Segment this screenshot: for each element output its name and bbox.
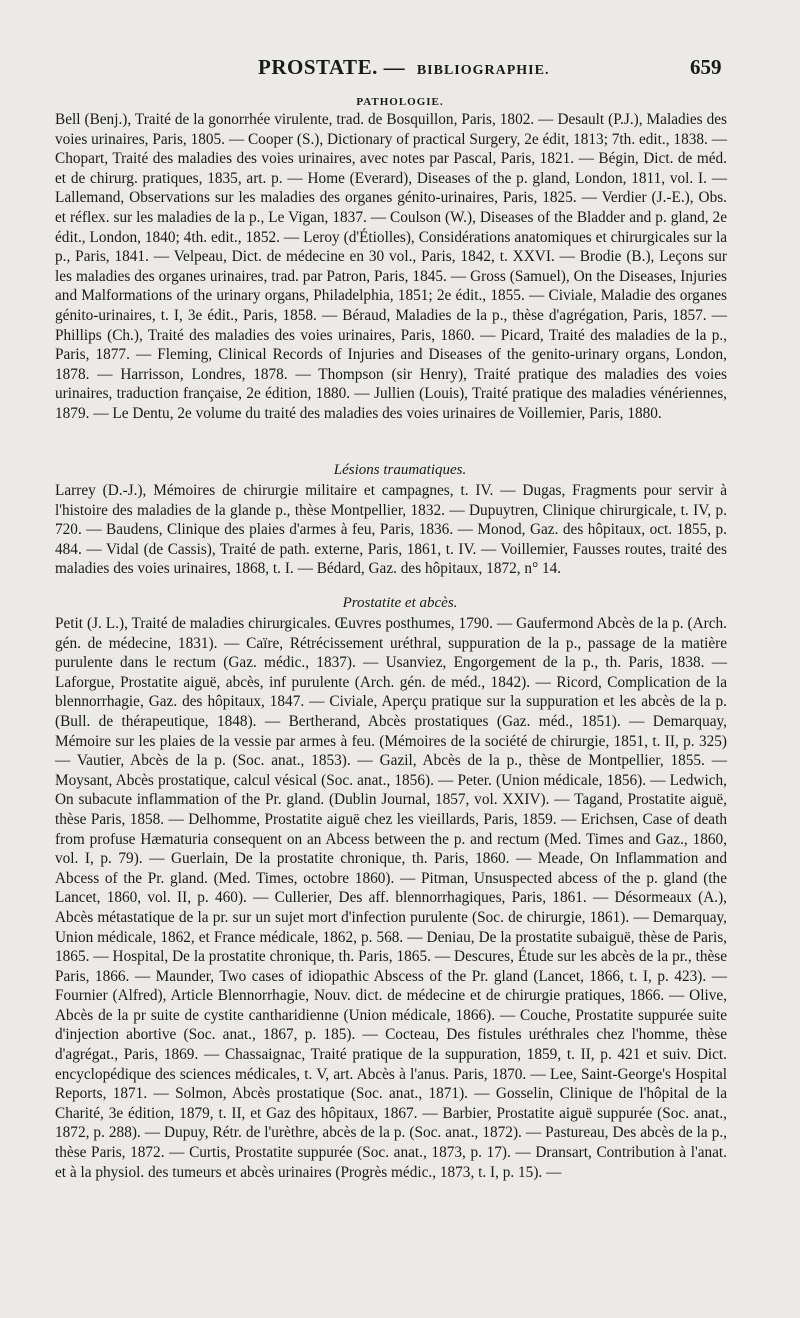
paragraph-prostatitis: Petit (J. L.), Traité de maladies chirurgicales. Œuvres posthumes, 1790. — Gaufermond Abcès de la p. (Arch. gén. de médecine, 1831). — Caïre, Rétrécissement uréthral, suppuration de la p., passage de la matière purulente dans le rectum (Gaz. médic., 1837). — Usanviez, Engorgement de la p., th. Paris, 1838. — Laforgue, Prostatite aiguë, abcès, inf purulente (Arch. gén. de méd., 1842). — Ricord, Complication de la blennorrhagie, Gaz. des hôpitaux, 1847. — Civiale, Aperçu pratique sur la suppuration et les abcès de la p. (Bull. de thérapeutique, 1848). — Bertherand, Abcès prostatiques (Gaz. méd., 1851). — Demarquay, Mémoire sur les plaies de la vessie par armes à feu. (Mémoires de la société de chirurgie, 1851, t. II, p. 325) — Vautier, Abcès de la p. (Soc. anat., 1853). — Gazil, Abcès de la p., thèse de Montpellier, 1855. — Moysant, Abcès prostatique, calcul vésical (Soc. anat., 1856). — Peter. (Union médicale, 1856). — Ledwich, On subacute inflammation of the Pr. gland. (Dublin Journal, 1857, vol. XXIV). — Tagand, Prostatite aiguë, thèse Paris, 1858. — Delhomme, Prostatite aiguë chez les vieillards, Paris, 1859. — Erichsen, Case of death from profuse Hæmaturia consequent on an Abcess between the p. and rectum (Med. Times and Gaz., 1860, vol. I, p. 79). — Guerlain, De la prostatite chronique, th. Paris, 1860. — Meade, On Inflammation and Abcess of the Pr. gland. (Med. Times, octobre 1860). — Pitman, Unsuspected abcess of the p. gland (the Lancet, 1860, vol. II, p. 460). — Cullerier, Des aff. blennorrhagiques, Paris, 1861. — Désormeaux (A.), Abcès métastatique de la pr. sur un sujet mort d'infection purulente (Soc. de chirurgie, 1861). — Demarquay, Union médicale, 1862, et France médicale, 1862, p. 568. — Deniau, De la prostatite subaiguë, thèse de Paris, 1865. — Hospital, De la prostatite chronique, th. Paris, 1865. — Descures, Étude sur les abcès de la pr., thèse Paris, 1866. — Maunder, Two cases of idiopathic Abscess of the Pr. gland (Lancet, 1866, t. I, p. 423). — Fournier (Alfred), Article Blennorrhagie, Nouv. dict. de médecine et de chirurgie pratiques, 1866. — Olive, Abcès de la pr suite de cystite cantharidienne (Union médicale, 1866). — Couche, Prostatite suppurée suite d'injection abortive (Soc. anat., 1867, p. 185). — Cocteau, Des fistules uréthrales chez l'homme, thèse d'agrégat., Paris, 1869. — Chassaignac, Traité pratique de la suppuration, 1859, t. II, p. 421 et suiv. Dict. encyclopédique des sciences médicales, t. V, art. Abcès à l'anus. Paris, 1870. — Lee, Saint-George's Hospital Reports, 1871. — Solmon, Abcès prostatique (Soc. anat., 1871). — Gosselin, Clinique de l'hôpital de la Charité, 3e édition, 1879, t. II, et Gaz des hôpitaux, 1867. — Barbier, Prostatite aiguë suppurée (Soc. anat., 1872, p. 288). — Dupuy, Rétr. de l'urèthre, abcès de la p. (Soc. anat., 1872). — Pastureau, Des abcès de la p., thèse Paris, 1872. — Curtis, Prostatite suppurée (Soc. anat., 1873, p. 17). — Dransart, Contribution à l'anat. et à la physiol. des tumeurs et abcès urinaires (Progrès médic., 1873, t. I, p. 15). — (55, 615, 727, 1181)
page-header (0, 55, 800, 89)
paragraph-traumatic: Larrey (D.-J.), Mémoires de chirurgie militaire et campagnes, t. IV. — Dugas, Fragments pour servir à l'histoire des maladies de la glande p., thèse Montpellier, 1832. — Dupuytren, Clinique chirurgicale, t. IV, p. 720. — Baudens, Clinique des plaies d'armes à feu, Paris, 1836. — Monod, Gaz. des hôpitaux, oct. 1855, p. 484. — Vidal (de Cassis), Traité de path. externe, Paris, 1861, t. IV. — Voillemier, Fausses routes, traité des maladies des voies urinaires, 1868, t. I. — Bédard, Gaz. des hôpitaux, 1872, n° 14. (55, 482, 727, 578)
paragraph-pathology: Bell (Benj.), Traité de la gonorrhée virulente, trad. de Bosquillon, Paris, 1802. — Desault (P.J.), Maladies des voies urinaires, Paris, 1805. — Cooper (S.), Dictionary of practical Surgery, 2e édit, 1813; 7th. edit., 1838. — Chopart, Traité des maladies des voies urinaires, avec notes par Pascal, Paris, 1821. — Bégin, Dict. de méd. et de chirurg. pratiques, 1835, art. p. — Home (Everard), Diseases of the p. gland, London, 1811, vol. I. — Lallemand, Observations sur les maladies des organes génito-urinaires, Paris, 1825. — Verdier (J.-E.), Obs. et réflex. sur les maladies de la p., Le Vigan, 1837. — Coulson (W.), Diseases of the Bladder and p. gland, 2e édit., London, 1840; 4th. edit., 1852. — Leroy (d'Étiolles), Considérations anatomiques et chirurgicales sur la p., Paris, 1841. — Velpeau, Dict. de médecine en 30 vol., Paris, 1842, t. XXVI. — Brodie (B.), Leçons sur les maladies des organes urinaires, trad. par Patron, Paris, 1845. — Gross (Samuel), On the Diseases, Injuries and Malformations of the urinary organs, Philadelphia, 1851; 2e édit., 1855. — Civiale, Maladie des organes génito-urinaires, t. I, 3e édit., Paris, 1858. — Béraud, Maladies de la p., thèse d'agrégation, Paris, 1857. — Phillips (Ch.), Traité des maladies des voies urinaires, Paris, 1860. — Picard, Traité des maladies de la p., Paris, 1877. — Fleming, Clinical Records of Injuries and Diseases of the genito-urinary organs, London, 1878. — Harrisson, Londres, 1878. — Thompson (sir Henry), Traité pratique des maladies des voies urinaires, traduction française, 2e édition, 1880. — Jullien (Louis), Traité pratique des maladies vénériennes, 1879. — Le Dentu, 2e volume du traité des maladies des voies urinaires de Voillemier, Paris, 1880. (55, 111, 727, 422)
page-number: 659 (690, 55, 722, 79)
section-heading-pathology: PATHOLOGIE. (356, 96, 444, 108)
title-dash: — (383, 55, 406, 79)
title-subtitle: BIBLIOGRAPHIE. (416, 63, 550, 78)
title-text: PROSTATE. (258, 55, 378, 79)
section-heading-traumatic: Lésions traumatiques. (333, 462, 467, 478)
running-title (258, 55, 549, 80)
section-heading-prostatitis: Prostatite et abcès. (342, 595, 458, 611)
